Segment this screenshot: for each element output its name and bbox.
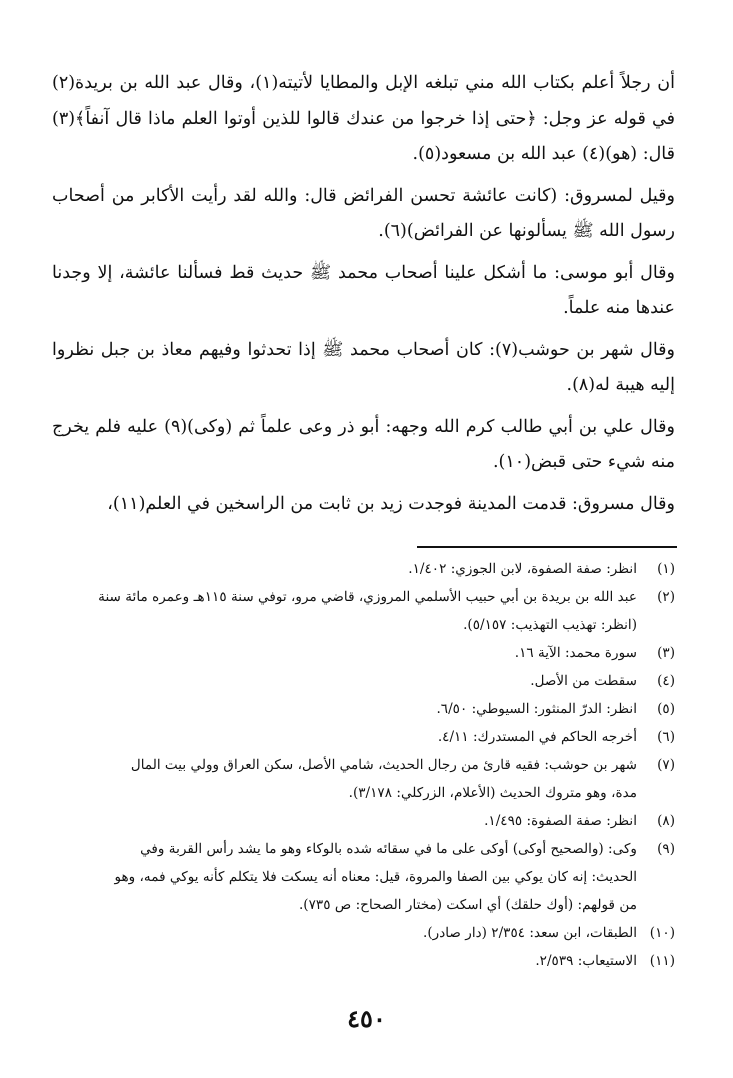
footnote [48,639,675,667]
footnote-text [48,751,637,807]
footnote-line: انظر: صفة الصفوة: ١/٤٩٥. [484,813,637,829]
footnote-text [48,583,637,639]
footnote-text [48,723,637,751]
footnote-number: (١١) [649,953,675,969]
footnote [48,555,675,583]
page-number: ٤٥٠ [347,1004,386,1033]
footnote-line: عبد الله بن بريدة بن أبي حبيب الأسلمي المروزي، قاضي مرو، توفي سنة ١١٥هـ وعمره مائة سنة [98,589,637,605]
paragraph-3: وقال أبو موسى: ما أشكل علينا أصحاب محمد ﷺ حديث قط فسألنا عائشة، إلا وجدنا عندها منه علماً. [52,262,675,318]
footnote-text [48,695,637,723]
footnote-line: الحديث: إنه كان يوكي بين الصفا والمروة، قيل: معناه أنه يسكت فلا يتكلم كأنه يوكي فمه، وهو [114,869,637,885]
footnote [48,723,675,751]
footnote [48,919,675,947]
footnote-number: (٢) [657,589,675,605]
footnote-line: من قولهم: (أوك حلقك) أي اسكت (مختار الصحاح: ص ٧٣٥). [298,897,637,913]
paragraph-6: وقال مسروق: قدمت المدينة فوجدت زيد بن ثابت من الراسخين في العلم(١١)، [107,493,675,514]
paragraph-4: وقال شهر بن حوشب(٧): كان أصحاب محمد ﷺ إذا تحدثوا وفيهم معاذ بن جبل نظروا إليه هيبة له(٨). [52,339,676,395]
footnote-text [48,807,637,835]
footnote-line: سقطت من الأصل. [530,673,637,689]
footnote [48,835,675,919]
footnote-line: انظر: صفة الصفوة، لابن الجوزي: ١/٤٠٢. [408,561,637,577]
footnote-text [48,555,637,583]
footnote [48,751,675,807]
footnote-line: وكى: (والصحيح أوكى) أوكى على ما في سقائه شده بالوكاء وهو ما يشد رأس القربة وفي [140,841,637,857]
footnote-line: انظر: الدرّ المنثور: السيوطي: ٦/٥٠. [436,701,637,717]
footnote-number: (٣) [657,645,675,661]
footnote-line: الطبقات، ابن سعد: ٢/٣٥٤ (دار صادر). [423,925,637,941]
footnote-number: (٩) [657,841,675,857]
footnote-number: (٦) [657,729,675,745]
footnote [48,807,675,835]
footnote-line: (انظر: تهذيب التهذيب: ٥/١٥٧). [463,617,637,633]
paragraph-5: وقال علي بن أبي طالب كرم الله وجهه: أبو ذر وعى علماً ثم (وكى)(٩) عليه فلم يخرج منه شيء حتى قبض(١٠). [52,416,675,472]
footnote-separator [417,546,677,548]
footnote-text [48,835,637,919]
footnote-number: (٨) [657,813,675,829]
footnote-line: سورة محمد: الآية ١٦. [514,645,637,661]
footnote-number: (٥) [657,701,675,717]
footnote-number: (١٠) [649,925,675,941]
footnote-line: شهر بن حوشب: فقيه قارئ من رجال الحديث، شامي الأصل، سكن العراق وولي بيت المال [130,757,637,773]
main-text [52,66,675,528]
footnote-text [48,667,637,695]
footnote-number: (١) [657,561,675,577]
footnote [48,947,675,975]
footnote-number: (٤) [657,673,675,689]
footnote-line: أخرجه الحاكم في المستدرك: ٤/١١. [437,729,637,745]
paragraph-2: وقيل لمسروق: (كانت عائشة تحسن الفرائض قال: والله لقد رأيت الأكابر من أصحاب رسول الله ﷺ يسألونها عن الفرائض)(٦). [52,185,675,241]
footnote [48,667,675,695]
footnote-line: الاستيعاب: ٢/٥٣٩. [535,953,637,969]
footnote-text [48,947,637,975]
footnote-text [48,639,637,667]
footnote [48,583,675,639]
paragraph-1: أن رجلاً أعلم بكتاب الله مني تبلغه الإبل والمطايا لأتيته(١)، وقال عبد الله بن بريدة(٢) في قوله عز وجل: ﴿حتى إذا خرجوا من عندك قالوا للذين أوتوا العلم ماذا قال آنفاً﴾(٣) قال: (هو)(٤) عبد الله بن مسعود(٥). [52,73,676,164]
footnotes [48,555,675,975]
footnote-line: مدة، وهو متروك الحديث (الأعلام، الزركلي: ٣/١٧٨). [348,785,637,801]
footnote-text [48,919,637,947]
footnote [48,695,675,723]
footnote-number: (٧) [657,757,675,773]
